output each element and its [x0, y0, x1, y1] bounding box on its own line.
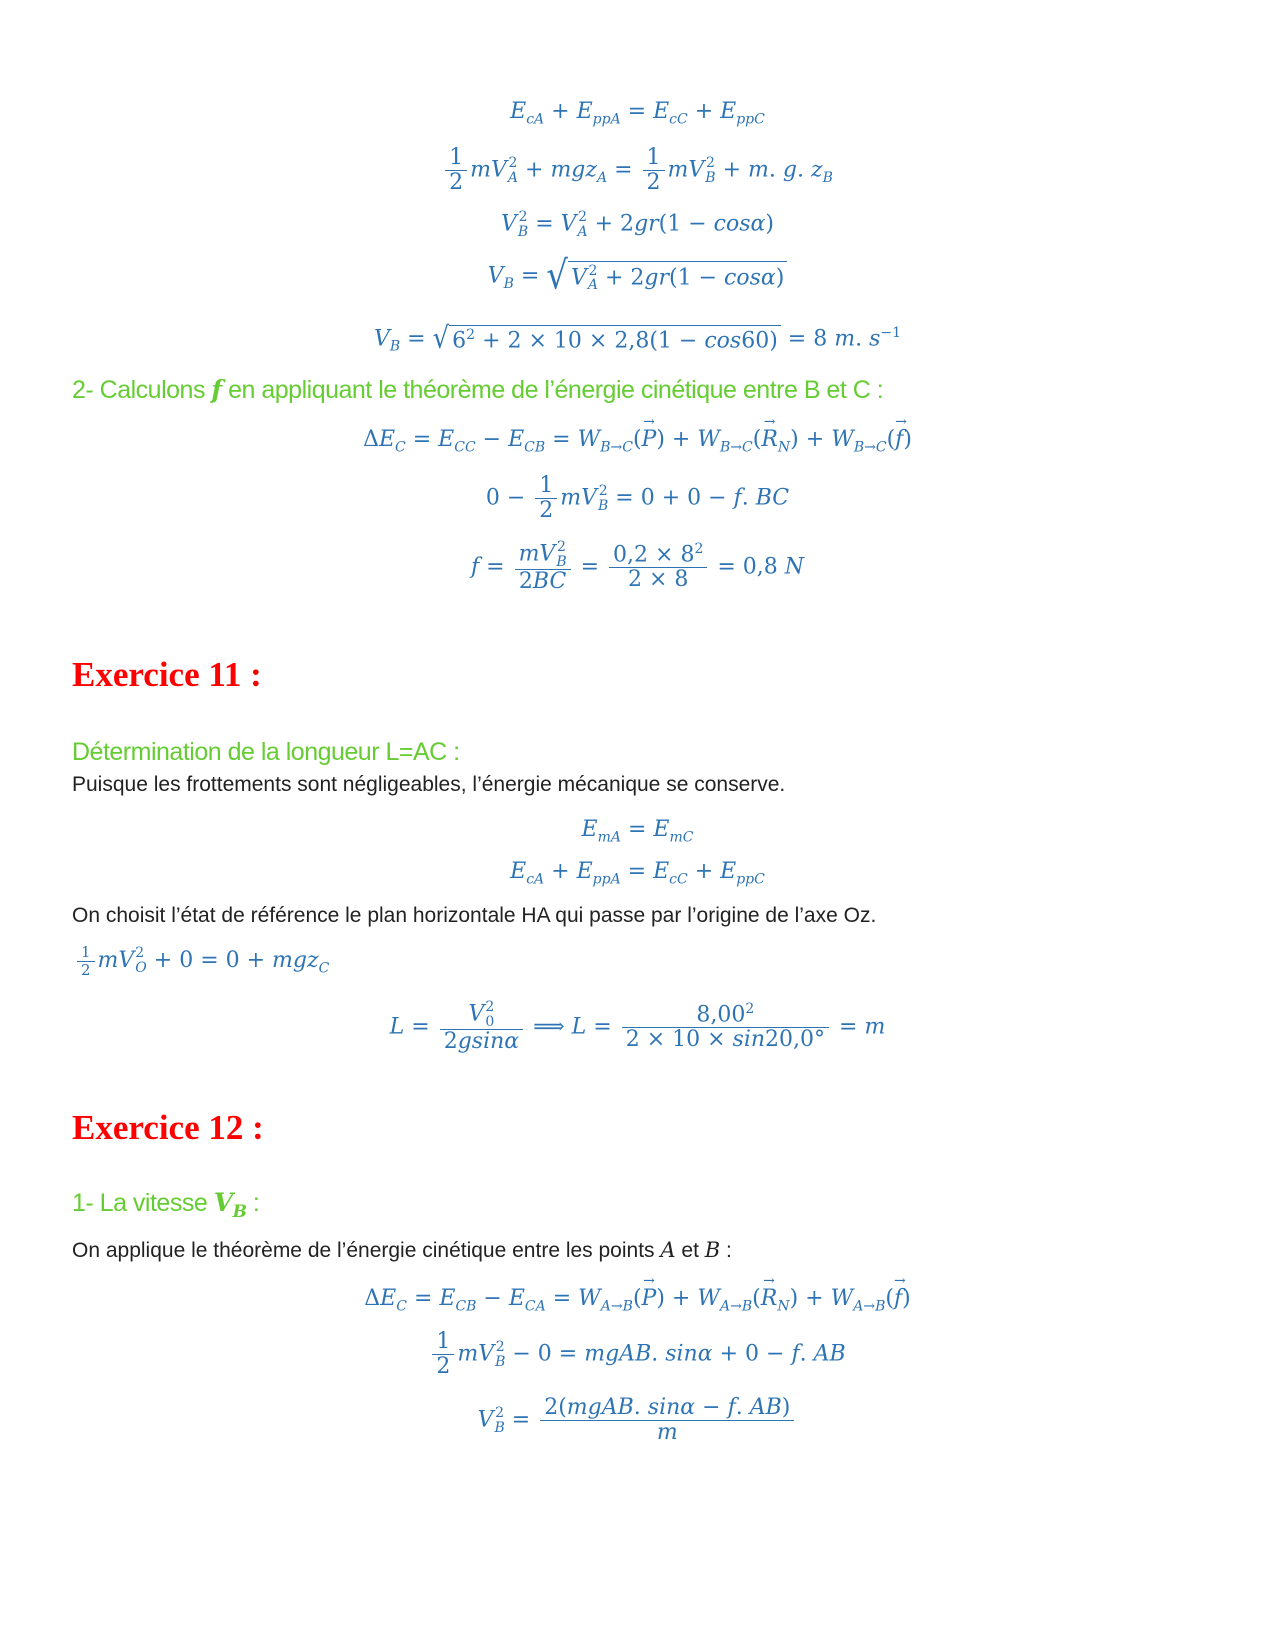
equation-energy-conservation-top: $E_{cA} + E_{ppA} = E_{cC} + E_{ppC}$ [510, 99, 765, 128]
equation-f-result: f = mV 2 B 2BC = $\frac{0,2 \times 8^2}{2 \times 8}$ = 0,8 N [470, 539, 805, 595]
equation-vb-root: $V_B$ = √ V 2 A + 2gr(1 − cosα) [0, 258, 1275, 295]
equation-vb-squared-12: V 2 B = $\frac{\text{2(mgAB. sinα − f. AB)}}{m}$ [0, 1396, 1275, 1445]
equation-energy-expanded: $\frac{1}{2}$ mV 2 A + mgz$_A$ = $\frac{1}{2}$ mV 2 B + m. g. $z_B$ [0, 146, 1275, 195]
equation-kinetic-bc-expanded: 0 − $\frac{1}{2}$ mV 2 B = 0 + 0 − f. BC [485, 473, 790, 524]
section-2-heading: 2- Calculons f en appliquant le théorème de l’énergie cinétique entre B et C : [72, 375, 884, 404]
equation-kinetic-theorem-bc: $\Delta E_C = E_{CC} - E_{CB} = W_{B\to C}(\to P) + W_{B\to C}(\to R_N) + W_{B\to C}(\to f)$ [0, 428, 1275, 456]
exercice-11-heading: Détermination de la longueur L=AC : [72, 738, 460, 766]
equation-energy-reference: $\frac{1}{2}$ mV 2 O + 0 = 0 + mgz$_C$ [74, 944, 329, 978]
exercice-12-text: On applique le théorème de l’énergie cinétique entre les points A et B : [72, 1238, 732, 1262]
equation-em-conservation: $E_{mA} = E_{mC}$ [581, 817, 694, 846]
equation-energy-conservation-11: $E_{cA} + E_{ppA} = E_{cC} + E_{ppC}$ [510, 859, 765, 888]
exercice-12-title: Exercice 12 : [72, 1108, 264, 1147]
equation-vb-squared: V 2 B = V 2 A + 2gr(1 − cosα) [501, 209, 774, 240]
equation-kinetic-theorem-ab: $\Delta E_C = E_{CB} - E_{CA} = W_{A\to B}(\to P) + W_{A\to B}(\to R_N) + W_{A\to B}(\to f)$ [0, 1287, 1275, 1315]
equation-kinetic-ab-expanded: $\frac{1}{2}$ mV 2 B − 0 = mgAB. sinα + 0 − f. AB [0, 1330, 1275, 1379]
exercice-12-heading: 1- La vitesse $V_B$ : [72, 1188, 260, 1222]
equation-vb-numeric: $V_B$ = √ $6^2 + 2 \times 10 \times 2,8(1 - \cos 60) = 8$ m. $s^{-1}$ [373, 321, 902, 357]
exercice-11-title: Exercice 11 : [72, 655, 262, 694]
exercice-11-text-2: On choisit l’état de référence le plan horizontale HA qui passe par l’origine de l’axe Oz. [72, 904, 877, 927]
equation-length-l: L = V 2 0 2gsinα ⟹ L = $\frac{8,00^2}{2 \times 10 \times \sin 20,0^\circ}$ = m [389, 999, 886, 1055]
exercice-11-text-1: Puisque les frottements sont négligeables, l’énergie mécanique se conserve. [72, 773, 786, 796]
